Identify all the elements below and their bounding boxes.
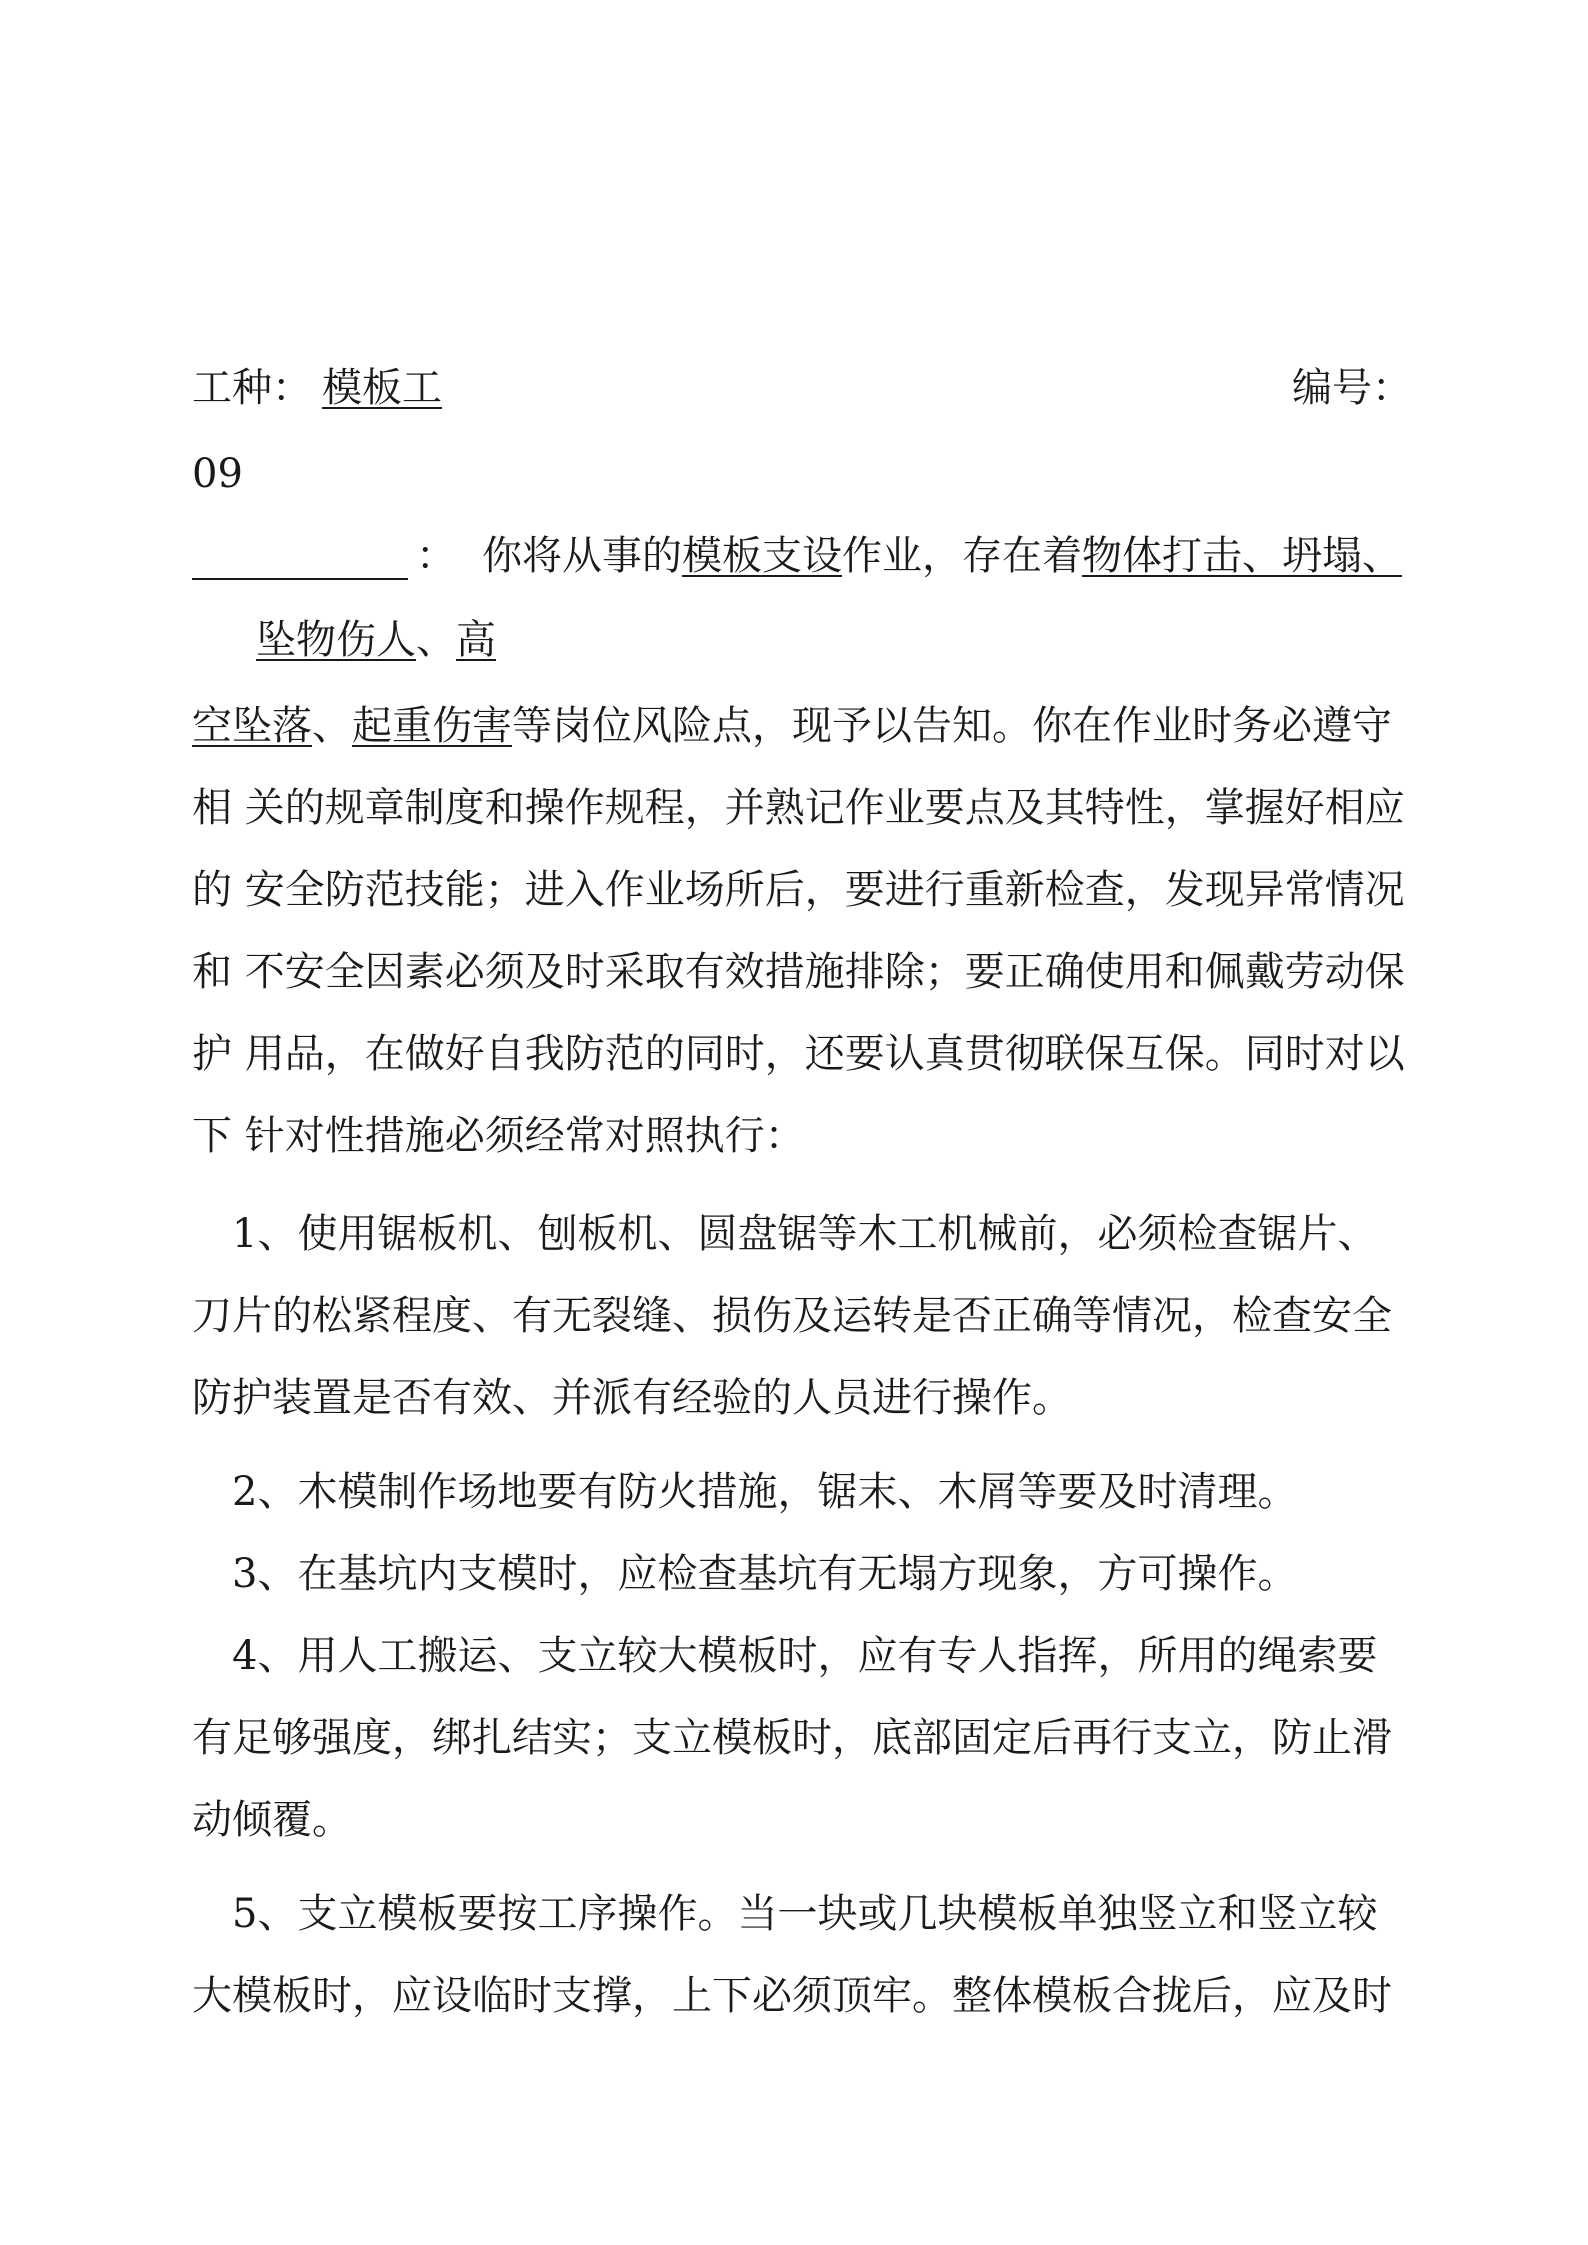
item-line: 4、用人工搬运、支立较大模板时，应有专人指挥，所用的绳索要 [192, 1633, 1378, 1679]
job-name: 模板支设 [682, 533, 842, 579]
intro-line-3 [192, 702, 1412, 750]
paragraph-line: 和 不安全因素必须及时采取有效措施排除；要正确使用和佩戴劳动保 [192, 949, 1405, 995]
work-type-value: 模板工 [322, 365, 442, 411]
name-blank [192, 538, 408, 580]
risk-text: 高 [456, 617, 496, 663]
risk-text: 物体打击、坍塌、 [1082, 533, 1402, 579]
paragraph-line: 的 安全防范技能；进入作业场所后，要进行重新检查，发现异常情况 [192, 867, 1405, 913]
number-value: 09 [192, 451, 243, 497]
paragraph-line: 相 关的规章制度和操作规程，并熟记作业要点及其特性，掌握好相应 [192, 785, 1405, 831]
item-line: 5、支立模板要按工序操作。当一块或几块模板单独竖立和竖立较 [192, 1891, 1378, 1937]
colon: ： [416, 533, 456, 579]
item-line: 大模板时，应设临时支撑，上下必须顶牢。整体模板合拢后，应及时 [192, 1973, 1392, 2019]
item-line: 防护装置是否有效、并派有经验的人员进行操作。 [192, 1375, 1072, 1421]
paragraph-line: 护 用品，在做好自我防范的同时，还要认真贯彻联保互保。同时对以 [192, 1031, 1405, 1077]
item-line: 3、在基坑内支模时，应检查基坑有无塌方现象，方可操作。 [192, 1551, 1298, 1597]
risk-text: 空坠落 [192, 703, 312, 749]
number-label: 编号： [1292, 365, 1412, 411]
risk-text: 起重伤害 [352, 703, 512, 749]
risk-text: 坠物伤人 [256, 617, 416, 663]
item-line: 刀片的松紧程度、有无裂缝、损伤及运转是否正确等情况，检查安全 [192, 1293, 1392, 1339]
separator: 、 [312, 703, 352, 749]
item-line: 有足够强度，绑扎结实；支立模板时，底部固定后再行支立，防止滑 [192, 1715, 1392, 1761]
item-line: 2、木模制作场地要有防火措施，锯末、木屑等要及时清理。 [192, 1469, 1298, 1515]
intro-line-1 [192, 532, 1412, 580]
item-line: 动倾覆。 [192, 1797, 352, 1843]
work-type-label: 工种： [192, 365, 312, 411]
item-line: 1、使用锯板机、刨板机、圆盘锯等木工机械前，必须检查锯片、 [192, 1211, 1378, 1257]
separator: 、 [416, 617, 456, 663]
intro-text: 你将从事的 [482, 533, 682, 579]
intro-text: 作业，存在着 [842, 533, 1082, 579]
intro-text: 等岗位风险点，现予以告知。你在作业时务必遵守 [512, 703, 1392, 749]
paragraph-line: 下 针对性措施必须经常对照执行： [192, 1113, 805, 1159]
intro-line-2 [256, 616, 1476, 664]
header-line [192, 364, 1412, 412]
